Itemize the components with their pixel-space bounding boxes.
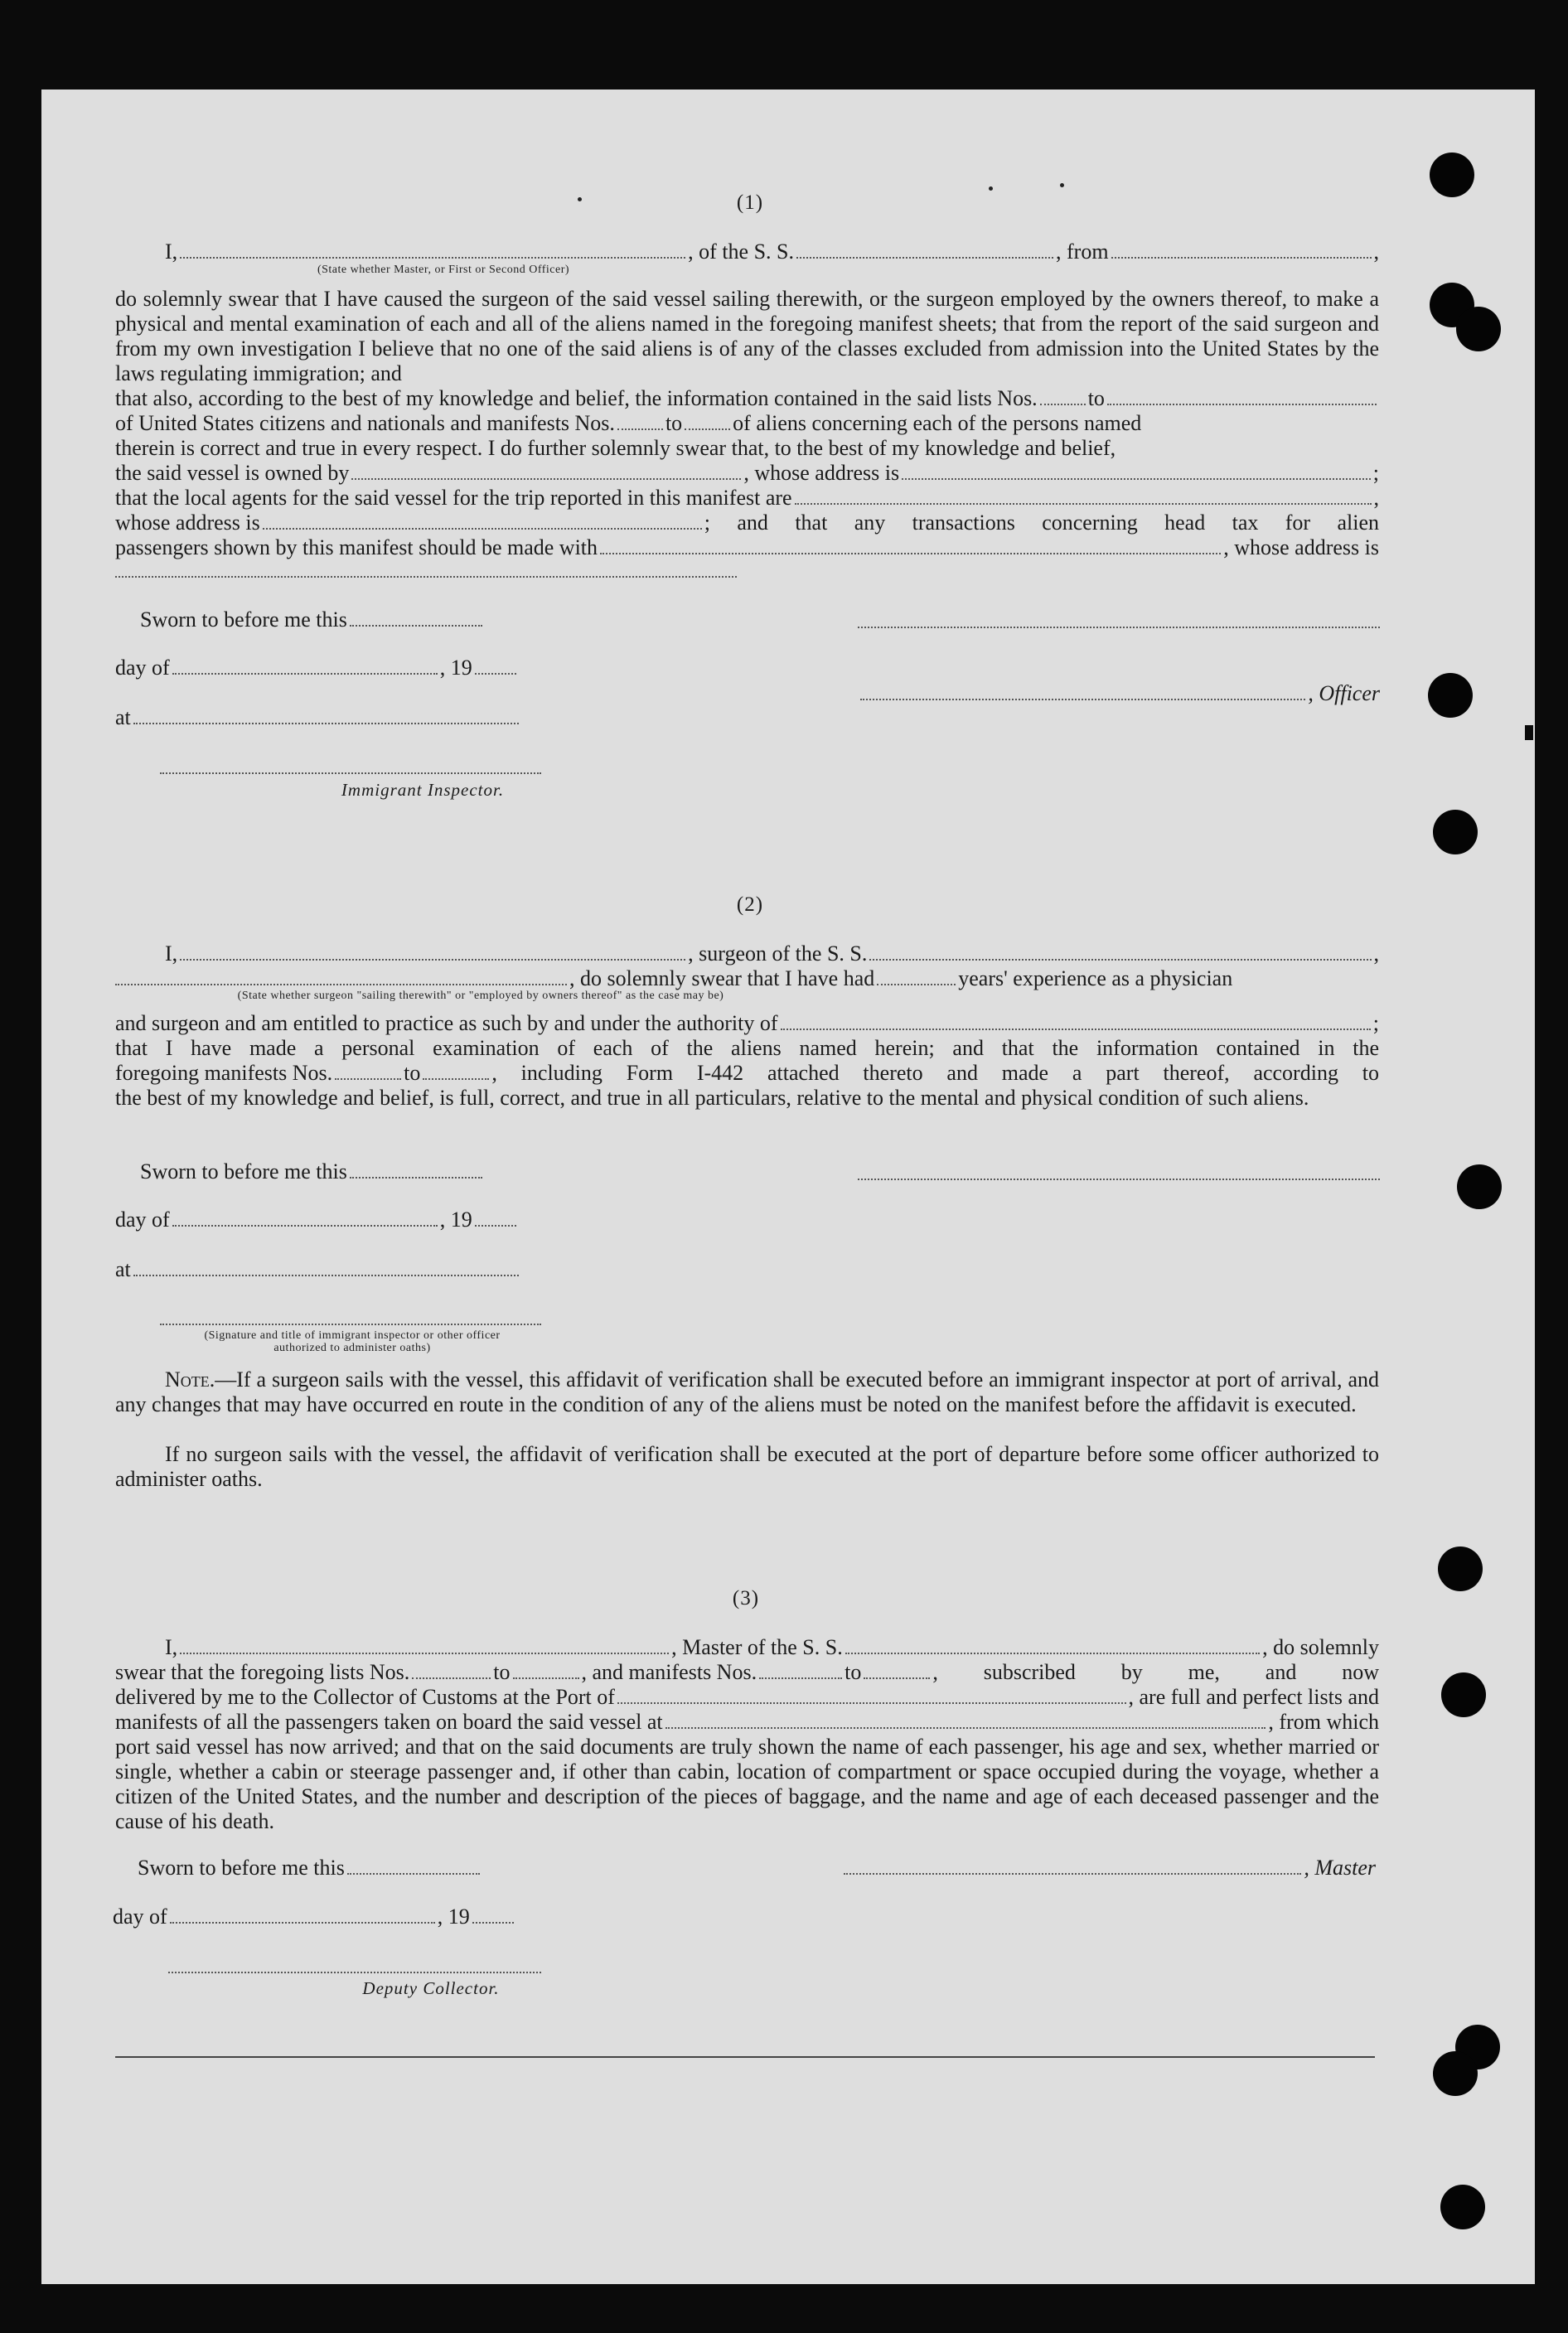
lists-from-field[interactable]: [412, 1677, 491, 1679]
sworn-row-2: [140, 1159, 485, 1184]
manifests-to-field[interactable]: [685, 428, 730, 430]
day-row-1: [115, 656, 519, 680]
master-ss-label: , Master of the S. S.: [671, 1635, 843, 1659]
manifests-label: foregoing manifests Nos.: [115, 1061, 333, 1085]
master-signature-field[interactable]: [844, 1872, 1301, 1875]
month-field[interactable]: [172, 672, 438, 675]
citizens-label: of United States citizens and nationals and manifests Nos.: [115, 411, 615, 435]
from-which-label: , from which: [1268, 1710, 1379, 1734]
at-row-2: [115, 1257, 521, 1282]
note-paragraph: [115, 1367, 1379, 1417]
section-1-body-1: do solemnly swear that I have caused the surgeon of the said vessel sailing therewith, or the surgeon employed by the owners thereof, to make a physical and mental examination of each and all of the aliens named in the foregoing manifest sheets; that from the report of the said surgeon and from my own investigation I believe that no one of the said aliens is of any of the classes excluded from admission into the United States by the laws regulating immigration; and: [115, 287, 1379, 385]
line-end: ;: [1372, 1011, 1379, 1035]
solemnly-label: , do solemnly: [1262, 1635, 1379, 1659]
surgeon-ss-label: , surgeon of the S. S.: [688, 941, 868, 966]
section-3-body: port said vessel has now arrived; and that on the said documents are truly shown the name of each passenger, his age and sex, whether married or single, whether a cabin or steerage passenger and, if other than cabin, location of compartment or space occupied during the voyage, whether a citizen of the United States, and the number and description of the pieces of baggage, and the name and age of each deceased passenger and the cause of his death.: [115, 1735, 1379, 1833]
line-end: ;: [1372, 461, 1379, 485]
year-label: , 19: [439, 656, 472, 680]
manifests-label: , and manifests Nos.: [581, 1660, 757, 1684]
note-text: —If a surgeon sails with the vessel, this affidavit of verification shall be executed before an immigrant inspector at port of arrival, and any changes that may have occurred en route in the condition of any of the aliens must be noted on the manifest before the affidavit is executed.: [115, 1367, 1379, 1416]
section-2-line-1: [115, 941, 1379, 966]
sworn-label: Sworn to before me this: [140, 1159, 347, 1183]
from-port-field[interactable]: [1111, 256, 1372, 259]
head-tax-agent-field[interactable]: [600, 552, 1221, 554]
lists-label: swear that the foregoing lists Nos.: [115, 1660, 410, 1684]
manifest-from-field[interactable]: [335, 1077, 401, 1080]
section-1-owned-line: [115, 461, 1379, 486]
year-field[interactable]: [475, 1224, 516, 1227]
day-of-label: day of: [115, 1208, 170, 1232]
subscribed-label: , subscribed by me, and now: [932, 1660, 1379, 1684]
of-ss-label: , of the S. S.: [688, 240, 795, 264]
owner-address-field[interactable]: [902, 477, 1371, 480]
month-field[interactable]: [172, 1224, 438, 1227]
lists-to-field[interactable]: [513, 1677, 579, 1679]
ship-name-field[interactable]: [796, 256, 1053, 259]
at-row-1: [115, 705, 521, 730]
section-1-citizens-line: [115, 411, 1379, 436]
section-1-passengers-line: [115, 535, 1379, 560]
section-1-body-2: therein is correct and true in every respect. I do further solemnly swear that, to the best of my knowledge and belief,: [115, 436, 1116, 460]
manifests-to-label: to: [844, 1660, 862, 1684]
master-name-field[interactable]: [180, 1652, 669, 1654]
manifest-to-label: to: [404, 1061, 421, 1085]
officer-row: [858, 681, 1380, 706]
aliens-label: of aliens concerning each of the persons named: [733, 411, 1142, 435]
day-of-label: day of: [113, 1905, 167, 1929]
signature-hint: (Signature and title of immigrant inspector or other officer authorized to administer oaths): [204, 1329, 501, 1354]
section-2-line-4: that I have made a personal examination of each of the aliens named herein; and that the information contained in the: [115, 1036, 1379, 1060]
head-tax-label: ; and that any transactions concerning head tax for alien: [704, 511, 1379, 535]
master-ship-field[interactable]: [845, 1652, 1260, 1654]
agents-field[interactable]: [795, 502, 1372, 505]
boarding-port-field[interactable]: [665, 1726, 1266, 1729]
note-paragraph-2: If no surgeon sails with the vessel, the affidavit of verification shall be executed at the port of departure before some officer authorized to administer oaths.: [115, 1442, 1379, 1491]
lists-to-field[interactable]: [1107, 403, 1377, 405]
section-2-number: (2): [736, 893, 764, 916]
day-row-2: [115, 1208, 519, 1232]
master-row: [841, 1856, 1376, 1880]
lists-label: that also, according to the best of my knowledge and belief, the information contained in the said lists Nos.: [115, 386, 1038, 410]
section-3-line-3: [115, 1685, 1379, 1710]
collector-label: delivered by me to the Collector of Customs at the Port of: [115, 1685, 615, 1709]
master-label: , Master: [1304, 1856, 1376, 1880]
sworn-day-field[interactable]: [347, 1872, 480, 1875]
manifests-from-field[interactable]: [759, 1677, 842, 1679]
manifests-to-label: to: [665, 411, 683, 435]
lists-to-label: to: [493, 1660, 511, 1684]
swear-label: , do solemnly swear that I have had: [569, 966, 875, 990]
authority-label: and surgeon and am entitled to practice as such by and under the authority of: [115, 1011, 778, 1035]
sworn-label: Sworn to before me this: [138, 1856, 345, 1880]
officer-hint: (State whether Master, or First or Second Officer): [317, 264, 570, 276]
collector-caption: Deputy Collector.: [362, 1978, 500, 1998]
surgeon-signature-field[interactable]: [858, 1178, 1380, 1180]
section-2-line-2: [115, 966, 1379, 991]
year-field[interactable]: [475, 672, 516, 675]
note-label: Note.: [165, 1367, 215, 1392]
lists-to-label: to: [1087, 386, 1105, 410]
inspector-caption: Immigrant Inspector.: [341, 780, 505, 800]
at-label: at: [115, 705, 131, 729]
inspector-signature-field[interactable]: [160, 772, 541, 774]
owned-label: the said vessel is owned by: [115, 461, 350, 485]
section-3-number: (3): [732, 1587, 760, 1609]
surgeon-type-field[interactable]: [115, 983, 567, 985]
collector-signature-field[interactable]: [168, 1971, 541, 1973]
officer-signature-line-top[interactable]: [858, 626, 1380, 628]
agents-address-label: whose address is: [115, 511, 260, 535]
i-label: I,: [165, 1635, 178, 1659]
manifests-to-field[interactable]: [864, 1677, 930, 1679]
manifests-from-field[interactable]: [617, 428, 663, 430]
passengers-label: passengers shown by this manifest should be made with: [115, 535, 598, 559]
section-3-line-4: [115, 1710, 1379, 1735]
full-lists-label: , are full and perfect lists and: [1128, 1685, 1379, 1709]
section-2-body: the best of my knowledge and belief, is full, correct, and true in all particulars, relative to the mental and physical condition of such aliens.: [115, 1086, 1309, 1110]
sworn-row-3: [138, 1856, 482, 1880]
month-field[interactable]: [170, 1921, 435, 1924]
section-1-number: (1): [736, 191, 764, 214]
authority-field[interactable]: [781, 1028, 1371, 1030]
i-label: I,: [165, 941, 178, 966]
year-label: , 19: [439, 1208, 472, 1232]
section-1-address-line: [115, 511, 1379, 535]
bottom-rule: [115, 2056, 1375, 2058]
sworn-row-1: [140, 607, 485, 632]
years-field[interactable]: [877, 983, 956, 985]
at-place-field[interactable]: [133, 722, 519, 724]
year-label: , 19: [437, 1905, 470, 1929]
sworn-label: Sworn to before me this: [140, 607, 347, 632]
inspector-signature-field[interactable]: [160, 1323, 541, 1325]
head-tax-address-label: , whose address is: [1223, 535, 1379, 559]
section-3-line-2: [115, 1660, 1379, 1685]
surgeon-name-field[interactable]: [180, 958, 685, 961]
surgeon-hint: (State whether surgeon "sailing therewith" or "employed by owners thereof" as the case may be): [237, 990, 724, 1002]
port-field[interactable]: [617, 1701, 1126, 1704]
officer-field[interactable]: [180, 256, 685, 259]
section-1-agents-line: [115, 486, 1379, 511]
agents-label: that the local agents for the said vessel for the trip reported in this manifest are: [115, 486, 792, 510]
board-label: manifests of all the passengers taken on board the said vessel at: [115, 1710, 663, 1734]
line-end: ,: [1373, 240, 1379, 264]
manifest-to-field[interactable]: [423, 1077, 489, 1080]
experience-label: years' experience as a physician: [958, 966, 1233, 990]
lists-from-field[interactable]: [1040, 403, 1086, 405]
section-2-line-5: [115, 1061, 1379, 1086]
i-label: I,: [165, 240, 178, 264]
section-1-lists-line: [115, 386, 1379, 411]
agents-address-field[interactable]: [263, 527, 702, 530]
section-3-line-1: [115, 1635, 1379, 1660]
at-label: at: [115, 1257, 131, 1281]
day-of-label: day of: [115, 656, 170, 680]
surgeon-ship-field[interactable]: [869, 958, 1371, 961]
sworn-day-field[interactable]: [350, 624, 482, 627]
sworn-day-field[interactable]: [350, 1176, 482, 1179]
section-2-line-3: [115, 1011, 1379, 1036]
head-tax-address-field[interactable]: [115, 575, 737, 578]
day-row-3: [113, 1905, 516, 1929]
section-1-line-1: [115, 240, 1379, 264]
year-field[interactable]: [472, 1921, 514, 1924]
officer-signature-field[interactable]: [860, 698, 1305, 700]
line-end: ,: [1373, 941, 1379, 966]
officer-label: , Officer: [1308, 681, 1380, 705]
form-label: , including Form I-442 attached thereto and made a part thereof, according to: [491, 1061, 1379, 1085]
line-end: ,: [1373, 486, 1379, 510]
owner-address-label: , whose address is: [743, 461, 900, 485]
from-label: , from: [1056, 240, 1109, 264]
owner-field[interactable]: [351, 477, 741, 480]
at-place-field[interactable]: [133, 1274, 519, 1276]
